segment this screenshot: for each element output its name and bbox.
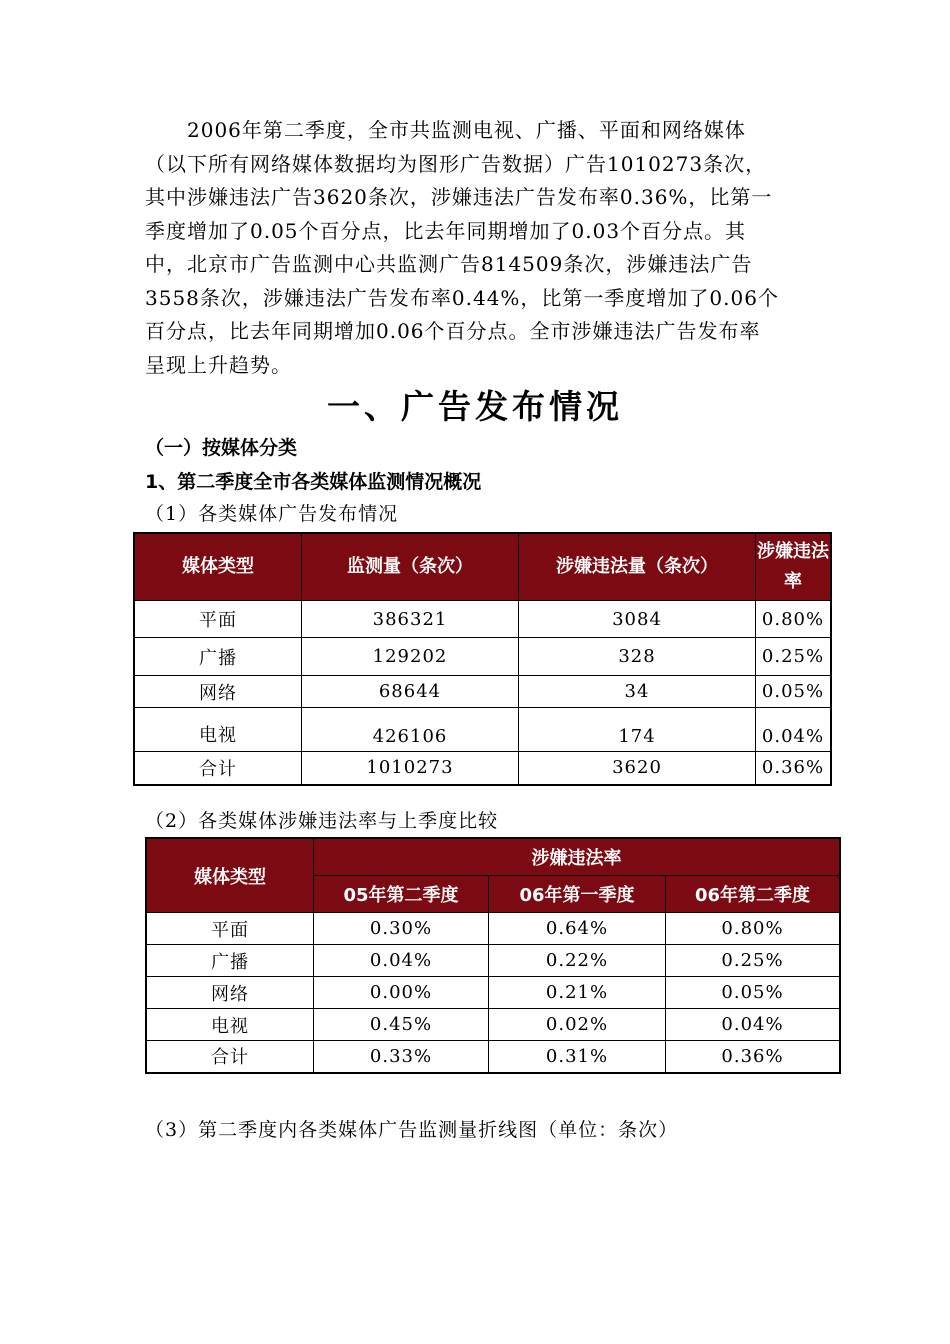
table-cell: 0.36% <box>756 752 832 785</box>
table-row <box>146 945 840 977</box>
header-cell: 涉嫌违法率 <box>314 838 841 876</box>
table-row <box>146 1009 840 1041</box>
table-cell: 0.05% <box>756 676 832 708</box>
table-cell: 3620 <box>519 752 756 785</box>
caption-2: （2）各类媒体涉嫌违法率与上季度比较 <box>145 810 499 832</box>
table-cell: 0.80% <box>756 601 832 638</box>
table-row <box>146 913 840 945</box>
table-cell: 网络 <box>134 676 302 708</box>
table-cell: 0.45% <box>314 1009 489 1041</box>
table-cell: 1010273 <box>302 752 519 785</box>
intro-line: 季度增加了0.05个百分点，比去年同期增加了0.03个百分点。其 <box>145 218 747 243</box>
table-cell: 426106 <box>302 708 519 752</box>
header-cell: 06年第二季度 <box>666 876 841 913</box>
table-cell: 0.04% <box>756 708 832 752</box>
table-cell: 0.25% <box>666 945 841 977</box>
table-cell: 328 <box>519 638 756 676</box>
table-cell: 174 <box>519 708 756 752</box>
table-cell: 电视 <box>134 708 302 752</box>
table-row <box>134 676 831 708</box>
table-cell: 0.02% <box>489 1009 666 1041</box>
table-cell: 平面 <box>146 913 314 945</box>
table-cell: 广播 <box>146 945 314 977</box>
header-cell: 涉嫌违法率 <box>756 533 832 601</box>
header-cell: 06年第一季度 <box>489 876 666 913</box>
table-row <box>134 638 831 676</box>
intro-line: （以下所有网络媒体数据均为图形广告数据）广告1010273条次， <box>145 151 767 176</box>
table-cell: 0.36% <box>666 1041 841 1073</box>
heading-1: 1、第二季度全市各类媒体监测情况概况 <box>145 471 482 493</box>
table-cell: 合计 <box>134 752 302 785</box>
intro-line: 其中涉嫌违法广告3620条次，涉嫌违法广告发布率0.36%，比第一 <box>145 185 773 209</box>
table-cell: 广播 <box>134 638 302 676</box>
section-title: 一、广告发布情况 <box>327 387 623 426</box>
violation-rate-table <box>145 837 841 1074</box>
caption-1: （1）各类媒体广告发布情况 <box>145 503 399 525</box>
table-cell: 0.04% <box>314 945 489 977</box>
table-row <box>134 601 831 638</box>
table-cell: 网络 <box>146 977 314 1009</box>
table-cell: 平面 <box>134 601 302 638</box>
intro-line: 3558条次，涉嫌违法广告发布率0.44%，比第一季度增加了0.06个 <box>145 285 779 310</box>
table-cell: 电视 <box>146 1009 314 1041</box>
table-cell: 386321 <box>302 601 519 638</box>
intro-line: 2006年第二季度，全市共监测电视、广播、平面和网络媒体 <box>187 118 746 142</box>
table-cell: 0.25% <box>756 638 832 676</box>
header-cell: 监测量（条次） <box>302 533 519 601</box>
intro-line: 中，北京市广告监测中心共监测广告814509条次，涉嫌违法广告 <box>145 252 753 276</box>
table-cell: 0.00% <box>314 977 489 1009</box>
table-row <box>146 977 840 1009</box>
table-row <box>134 752 831 785</box>
table-header-row <box>146 838 840 876</box>
table-cell: 0.31% <box>489 1041 666 1073</box>
table-cell: 3084 <box>519 601 756 638</box>
table-cell: 0.22% <box>489 945 666 977</box>
intro-line: 呈现上升趋势。 <box>145 352 292 377</box>
header-cell: 媒体类型 <box>146 838 314 913</box>
media-ad-table <box>133 532 832 786</box>
table-cell: 0.33% <box>314 1041 489 1073</box>
table-cell: 68644 <box>302 676 519 708</box>
subsection-heading: （一）按媒体分类 <box>145 437 298 459</box>
table-cell: 34 <box>519 676 756 708</box>
header-cell: 媒体类型 <box>134 533 302 601</box>
header-cell: 涉嫌违法量（条次） <box>519 533 756 601</box>
table-row <box>134 708 831 752</box>
table-cell: 0.30% <box>314 913 489 945</box>
table-header-row <box>134 533 831 601</box>
caption-3: （3）第二季度内各类媒体广告监测量折线图（单位：条次） <box>145 1119 679 1141</box>
intro-paragraph <box>145 114 815 382</box>
table-cell: 0.64% <box>489 913 666 945</box>
table-cell: 0.05% <box>666 977 841 1009</box>
table-cell: 合计 <box>146 1041 314 1073</box>
table-cell: 0.21% <box>489 977 666 1009</box>
table-row <box>146 1041 840 1073</box>
intro-line: 百分点，比去年同期增加0.06个百分点。全市涉嫌违法广告发布率 <box>145 319 761 343</box>
table-cell: 129202 <box>302 638 519 676</box>
table-cell: 0.04% <box>666 1009 841 1041</box>
table-cell: 0.80% <box>666 913 841 945</box>
header-cell: 05年第二季度 <box>314 876 489 913</box>
